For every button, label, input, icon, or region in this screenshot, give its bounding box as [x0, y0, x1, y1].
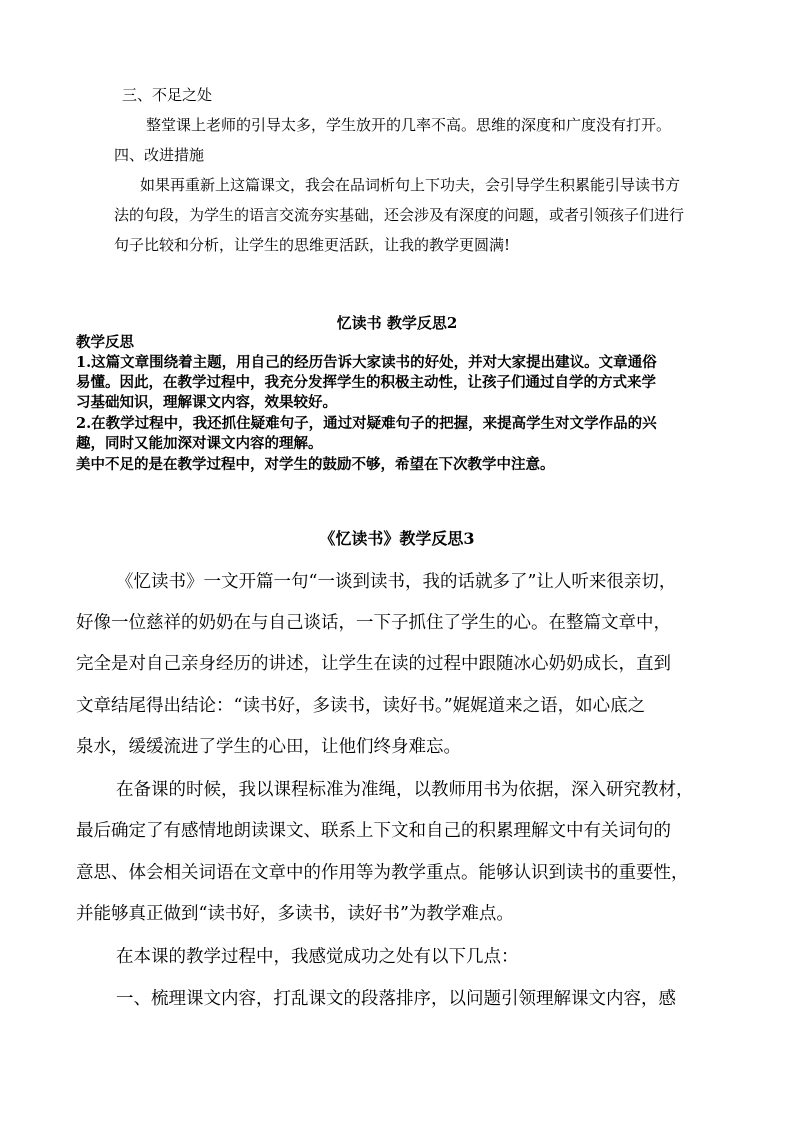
section3-line: 意思、体会相关词语在文章中的作用等为教学重点。能够认识到读书的重要性，: [76, 863, 689, 883]
heading-shortcomings: 三、不足之处: [122, 86, 213, 104]
heading-improvement: 四、改进措施: [114, 146, 205, 164]
section3-line: 一、梳理课文内容，打乱课文的段落排序，以问题引领理解课文内容，感: [116, 989, 676, 1009]
section2-title: 忆读书 教学反思2: [336, 314, 458, 332]
shortcomings-text: 整堂课上老师的引导太多，学生放开的几率不高。思维的深度和广度没有打开。: [146, 116, 672, 134]
improvement-line: 句子比较和分析，让学生的思维更活跃，让我的教学更圆满!: [114, 236, 511, 254]
section2-line: 1.这篇文章围绕着主题，用自己的经历告诉大家读书的好处，并对大家提出建议。文章通俗: [76, 354, 657, 371]
improvement-line: 法的句段，为学生的语言交流夯实基础，还会涉及有深度的问题，或者引领孩子们进行: [114, 206, 685, 224]
section3-line: 最后确定了有感情地朗读课文、联系上下文和自己的积累理解文中有关词句的: [76, 821, 671, 841]
section2-line: 习基础知识，理解课文内容，效果较好。: [76, 394, 337, 411]
section3-line: 在本课的教学过程中，我感觉成功之处有以下几点：: [116, 947, 519, 967]
section2-line: 美中不足的是在教学过程中，对学生的鼓励不够，希望在下次教学中注意。: [76, 456, 555, 473]
section2-line: 2.在教学过程中，我还抓住疑难句子，通过对疑难句子的把握，来提高学生对文学作品的兴: [76, 415, 657, 432]
section3-title: 《忆读书》教学反思3: [319, 529, 475, 548]
improvement-line: 如果再重新上这篇课文，我会在品词析句上下功夫，会引导学生积累能引导读书方: [140, 176, 681, 194]
section3-line: 完全是对自己亲身经历的讲述，让学生在读的过程中跟随冰心奶奶成长，直到: [76, 654, 671, 674]
section3-line: 《忆读书》一文开篇一句“一谈到读书，我的话就多了”让人听来很亲切，: [116, 572, 677, 592]
section3-line: 好像一位慈祥的奶奶在与自己谈话，一下子抓住了学生的心。在整篇文章中，: [76, 613, 671, 633]
section2-line: 趣，同时又能加深对课文内容的理解。: [76, 435, 323, 452]
section2-subheading: 教学反思: [76, 334, 134, 351]
section3-line: 并能够真正做到“读书好，多读书，读好书”为教学难点。: [76, 904, 514, 924]
section3-line: 在备课的时候，我以课程标准为准绳，以教师用书为依据，深入研究教材，: [116, 780, 694, 800]
section3-line: 文章结尾得出结论：“读书好，多读书，读好书。”娓娓道来之语，如心底之: [76, 696, 646, 716]
section3-line: 泉水，缓缓流进了学生的心田，让他们终身难忘。: [76, 737, 461, 757]
section2-line: 易懂。因此，在教学过程中，我充分发挥学生的积极主动性，让孩子们通过自学的方式来学: [76, 374, 656, 391]
